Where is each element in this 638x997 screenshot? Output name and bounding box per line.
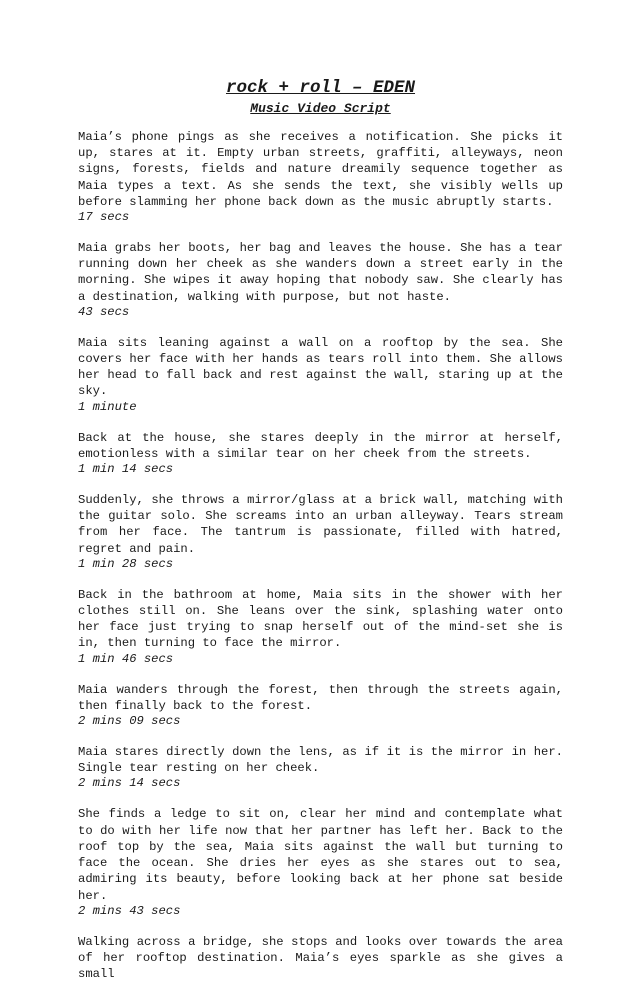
scene-description: Maia’s phone pings as she receives a notification. She picks it up, stares at it. Empty urban streets, graffiti, alleyways, neon signs, forests, fields and nature dreamily sequence together as Maia types a text. As she sends the text, she visibly wells up before slamming her phone back down as the music abruptly starts. bbox=[78, 130, 563, 209]
document-title: rock + roll – EDEN bbox=[225, 78, 416, 98]
scene-description: Maia stares directly down the lens, as if it is the mirror in her. Single tear resting on her cheek. bbox=[78, 745, 563, 776]
scene-block bbox=[78, 806, 563, 918]
scene-block bbox=[78, 240, 563, 320]
scene-timestamp: 2 mins 09 secs bbox=[78, 714, 181, 729]
scene-description: Maia sits leaning against a wall on a rooftop by the sea. She covers her face with her hands as tears roll into them. She allows her head to fall back and rest against the wall, staring up at the sky. bbox=[78, 335, 563, 399]
scene-description: Maia grabs her boots, her bag and leaves the house. She has a tear running down her cheek as she wanders down a street early in the morning. She wipes it away hoping that nobody saw. She clearly has a destination, walking with purpose, but not haste. bbox=[78, 241, 563, 304]
scene-block bbox=[78, 934, 563, 983]
scene-block bbox=[78, 129, 563, 225]
scene-description: Suddenly, she throws a mirror/glass at a brick wall, matching with the guitar solo. She screams into an urban alleyway. Tears stream from her face. The tantrum is passionate, filled with hatred, regret and pain. bbox=[78, 493, 563, 556]
scene-block bbox=[78, 430, 563, 477]
scene-description: Back at the house, she stares deeply in the mirror at herself, emotionless with a similar tear on her cheek from the streets. bbox=[78, 430, 563, 461]
scene-timestamp: 2 mins 43 secs bbox=[78, 903, 181, 918]
scene-timestamp: 2 mins 14 secs bbox=[78, 776, 181, 791]
scene-block bbox=[78, 682, 563, 729]
scene-timestamp: 1 min 14 secs bbox=[78, 462, 174, 477]
scene-block bbox=[78, 587, 563, 667]
scene-description: Maia wanders through the forest, then through the streets again, then finally back to the forest. bbox=[78, 682, 563, 713]
scene-list bbox=[78, 129, 563, 982]
scene-description: Back in the bathroom at home, Maia sits in the shower with her clothes still on. She leans over the sink, splashing water onto her face just trying to snap herself out of the mind-set she is in, then turning to face the mirror. bbox=[78, 587, 563, 651]
scene-description: Walking across a bridge, she stops and looks over towards the area of her rooftop destination. Maia’s eyes sparkle as she gives a small bbox=[78, 934, 563, 982]
scene-timestamp: 1 min 46 secs bbox=[78, 651, 174, 666]
scene-block bbox=[78, 492, 563, 572]
scene-timestamp: 17 secs bbox=[78, 210, 130, 225]
scene-timestamp: 1 minute bbox=[78, 399, 137, 414]
scene-timestamp: 1 min 28 secs bbox=[78, 556, 174, 571]
scene-timestamp: 43 secs bbox=[78, 304, 130, 319]
document-page bbox=[78, 78, 563, 997]
document-subtitle: Music Video Script bbox=[250, 101, 391, 116]
scene-description: She finds a ledge to sit on, clear her mind and contemplate what to do with her life now that her partner has left her. Back to the roof top by the sea, Maia sits against the wall but turning to face the ocean. She dries her eyes as she stares out to sea, admiring its beauty, before looking back at her phone sat beside her. bbox=[78, 807, 563, 903]
scene-block bbox=[78, 744, 563, 791]
scene-block bbox=[78, 335, 563, 415]
